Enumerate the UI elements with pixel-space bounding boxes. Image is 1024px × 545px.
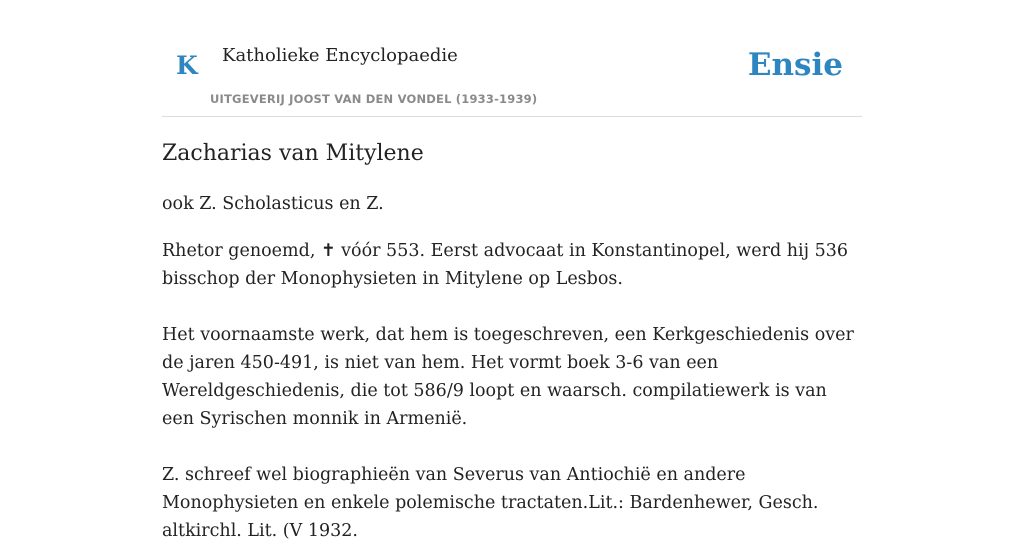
article-alias: ook Z. Scholasticus en Z. xyxy=(162,194,384,214)
k-logo-icon[interactable]: K xyxy=(176,51,198,80)
site-title[interactable]: Katholieke Encyclopaedie xyxy=(222,45,458,66)
article-title: Zacharias van Mitylene xyxy=(162,141,424,166)
article-paragraph-3: Z. schreef wel biographieën van Severus van Antiochië en andere Monophysieten en enkele polemische tractaten.Lit.: Bardenhewer, Gesch. altkirchl. Lit. (V 1932. xyxy=(162,465,819,541)
article-paragraph-1: Rhetor genoemd, ✝ vóór 553. Eerst advocaat in Konstantinopel, werd hij 536 bisschop der Monophysieten in Mitylene op Lesbos. xyxy=(162,241,848,289)
article-body xyxy=(162,138,862,545)
publisher-subtitle: UITGEVERIJ JOOST VAN DEN VONDEL (1933-1939) xyxy=(210,92,538,106)
article-paragraph-2: Het voornaamste werk, dat hem is toegeschreven, een Kerkgeschiedenis over de jaren 450-491, is niet van hem. Het vormt boek 3-6 van een Wereldgeschiedenis, die tot 586/9 loopt en waarsch. compilatiewerk is van een Syrischen monnik in Armenië. xyxy=(162,325,854,429)
ensie-brand-logo[interactable]: Ensie xyxy=(747,47,843,83)
site-header xyxy=(162,0,862,117)
